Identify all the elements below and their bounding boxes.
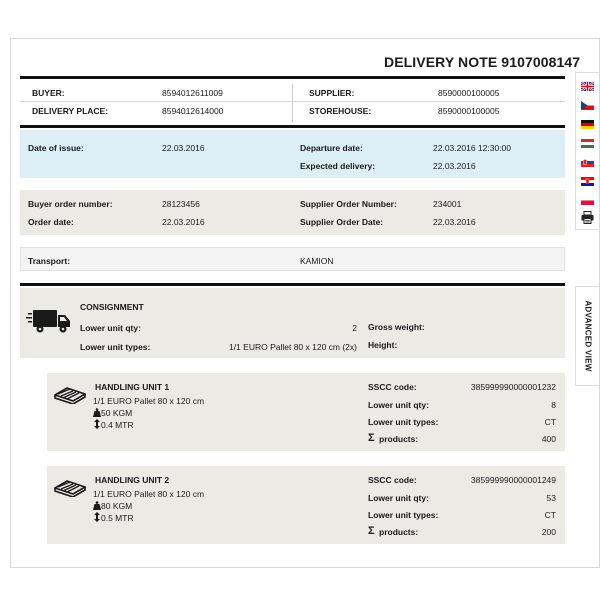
supplier-value: 8590000100005 bbox=[438, 88, 500, 98]
polish-flag-icon[interactable] bbox=[581, 196, 594, 205]
departure-date-value: 22.03.2016 12:30:00 bbox=[433, 143, 511, 153]
handling-unit-2-types-label: Lower unit types: bbox=[368, 510, 439, 520]
advanced-view-label: ADVANCED VIEW bbox=[583, 300, 592, 372]
handling-unit-2-products-label: products: bbox=[379, 527, 419, 537]
handling-unit-1-pallet: 1/1 EURO Pallet 80 x 120 cm bbox=[93, 396, 205, 406]
consignment-lower-unit-qty-value: 2 bbox=[352, 323, 357, 333]
handling-unit-1-height: 0.4 MTR bbox=[101, 420, 134, 430]
consignment-title: CONSIGNMENT bbox=[80, 302, 144, 312]
handling-unit-2-weight: 80 KGM bbox=[101, 501, 133, 511]
supplier-order-date-value: 22.03.2016 bbox=[433, 217, 476, 227]
handling-unit-2-pallet: 1/1 EURO Pallet 80 x 120 cm bbox=[93, 489, 205, 499]
german-flag-icon[interactable] bbox=[581, 120, 594, 129]
supplier-order-date-label: Supplier Order Date: bbox=[300, 217, 384, 227]
handling-unit-2-qty-value: 53 bbox=[546, 493, 556, 503]
consignment-lower-unit-qty-label: Lower unit qty: bbox=[80, 323, 141, 333]
handling-unit-1-sscc-value: 385999990000001232 bbox=[470, 382, 556, 392]
header-column-divider bbox=[292, 84, 293, 122]
buyer-value: 8594012611009 bbox=[162, 88, 223, 98]
handling-unit-2-products-value: 200 bbox=[541, 527, 556, 537]
storehouse-value: 8590000100005 bbox=[438, 106, 500, 116]
handling-unit-2-sscc-label: SSCC code: bbox=[368, 475, 417, 485]
departure-date-label: Departure date: bbox=[300, 143, 363, 153]
transport-section bbox=[20, 247, 565, 271]
order-date-value: 22.03.2016 bbox=[162, 217, 205, 227]
consignment-lower-unit-types-label: Lower unit types: bbox=[80, 342, 151, 352]
handling-unit-1-types-label: Lower unit types: bbox=[368, 417, 439, 427]
storehouse-label: STOREHOUSE: bbox=[309, 106, 372, 116]
handling-unit-1-qty-value: 8 bbox=[551, 400, 556, 410]
handling-unit-1-weight: 50 KGM bbox=[101, 408, 133, 418]
orders-section bbox=[20, 190, 565, 235]
handling-unit-1-title: HANDLING UNIT 1 bbox=[95, 382, 170, 392]
handling-unit-1-types-value: CT bbox=[544, 417, 556, 427]
header-row-divider-right bbox=[293, 101, 565, 102]
sigma-icon: Σ bbox=[368, 525, 375, 537]
sigma-icon: Σ bbox=[368, 432, 375, 444]
handling-unit-1-qty-label: Lower unit qty: bbox=[368, 400, 429, 410]
slovak-flag-icon[interactable] bbox=[581, 158, 594, 167]
weight-icon bbox=[93, 408, 101, 417]
pallet-icon bbox=[54, 386, 86, 404]
printer-icon[interactable] bbox=[581, 211, 594, 224]
height-arrow-icon bbox=[94, 512, 100, 522]
expected-delivery-label: Expected delivery: bbox=[300, 161, 376, 171]
handling-unit-2-qty-label: Lower unit qty: bbox=[368, 493, 429, 503]
buyer-order-number-label: Buyer order number: bbox=[28, 199, 113, 209]
supplier-label: SUPPLIER: bbox=[309, 88, 355, 98]
handling-unit-2-sscc-value: 385999990000001249 bbox=[470, 475, 556, 485]
height-label: Height: bbox=[368, 340, 398, 350]
transport-label: Transport: bbox=[28, 256, 71, 266]
uk-flag-icon[interactable] bbox=[581, 82, 594, 91]
truck-icon bbox=[26, 309, 72, 335]
hungarian-flag-icon[interactable] bbox=[581, 139, 594, 148]
header-row-divider-left bbox=[20, 101, 292, 102]
buyer-label: BUYER: bbox=[32, 88, 65, 98]
buyer-order-number-value: 28123456 bbox=[162, 199, 200, 209]
handling-unit-2-height: 0.5 MTR bbox=[101, 513, 134, 523]
supplier-order-number-label: Supplier Order Number: bbox=[300, 199, 397, 209]
weight-icon bbox=[93, 501, 101, 510]
expected-delivery-value: 22.03.2016 bbox=[433, 161, 476, 171]
handling-unit-1-sscc-label: SSCC code: bbox=[368, 382, 417, 392]
header-top-rule bbox=[20, 76, 565, 79]
handling-unit-1-products-value: 400 bbox=[541, 434, 556, 444]
page-title: DELIVERY NOTE 9107008147 bbox=[384, 54, 581, 70]
handling-unit-2-title: HANDLING UNIT 2 bbox=[95, 475, 170, 485]
order-date-label: Order date: bbox=[28, 217, 74, 227]
date-of-issue-value: 22.03.2016 bbox=[162, 143, 205, 153]
delivery-place-label: DELIVERY PLACE: bbox=[32, 106, 109, 116]
croatian-flag-icon[interactable] bbox=[581, 177, 594, 186]
consignment-top-rule bbox=[20, 283, 565, 286]
dates-section bbox=[20, 130, 565, 178]
delivery-place-value: 8594012614000 bbox=[162, 106, 224, 116]
header-bottom-rule bbox=[20, 125, 565, 128]
czech-flag-icon[interactable] bbox=[581, 101, 594, 110]
pallet-icon bbox=[54, 479, 86, 497]
handling-unit-2-types-value: CT bbox=[544, 510, 556, 520]
handling-unit-1-products-label: products: bbox=[379, 434, 419, 444]
supplier-order-number-value: 234001 bbox=[433, 199, 462, 209]
gross-weight-label: Gross weight: bbox=[368, 322, 425, 332]
date-of-issue-label: Date of issue: bbox=[28, 143, 84, 153]
transport-value: KAMION bbox=[300, 256, 334, 266]
consignment-lower-unit-types-value: 1/1 EURO Pallet 80 x 120 cm (2x) bbox=[228, 342, 357, 352]
language-sidebar bbox=[575, 72, 599, 230]
advanced-view-button[interactable] bbox=[575, 286, 599, 386]
height-arrow-icon bbox=[94, 419, 100, 429]
